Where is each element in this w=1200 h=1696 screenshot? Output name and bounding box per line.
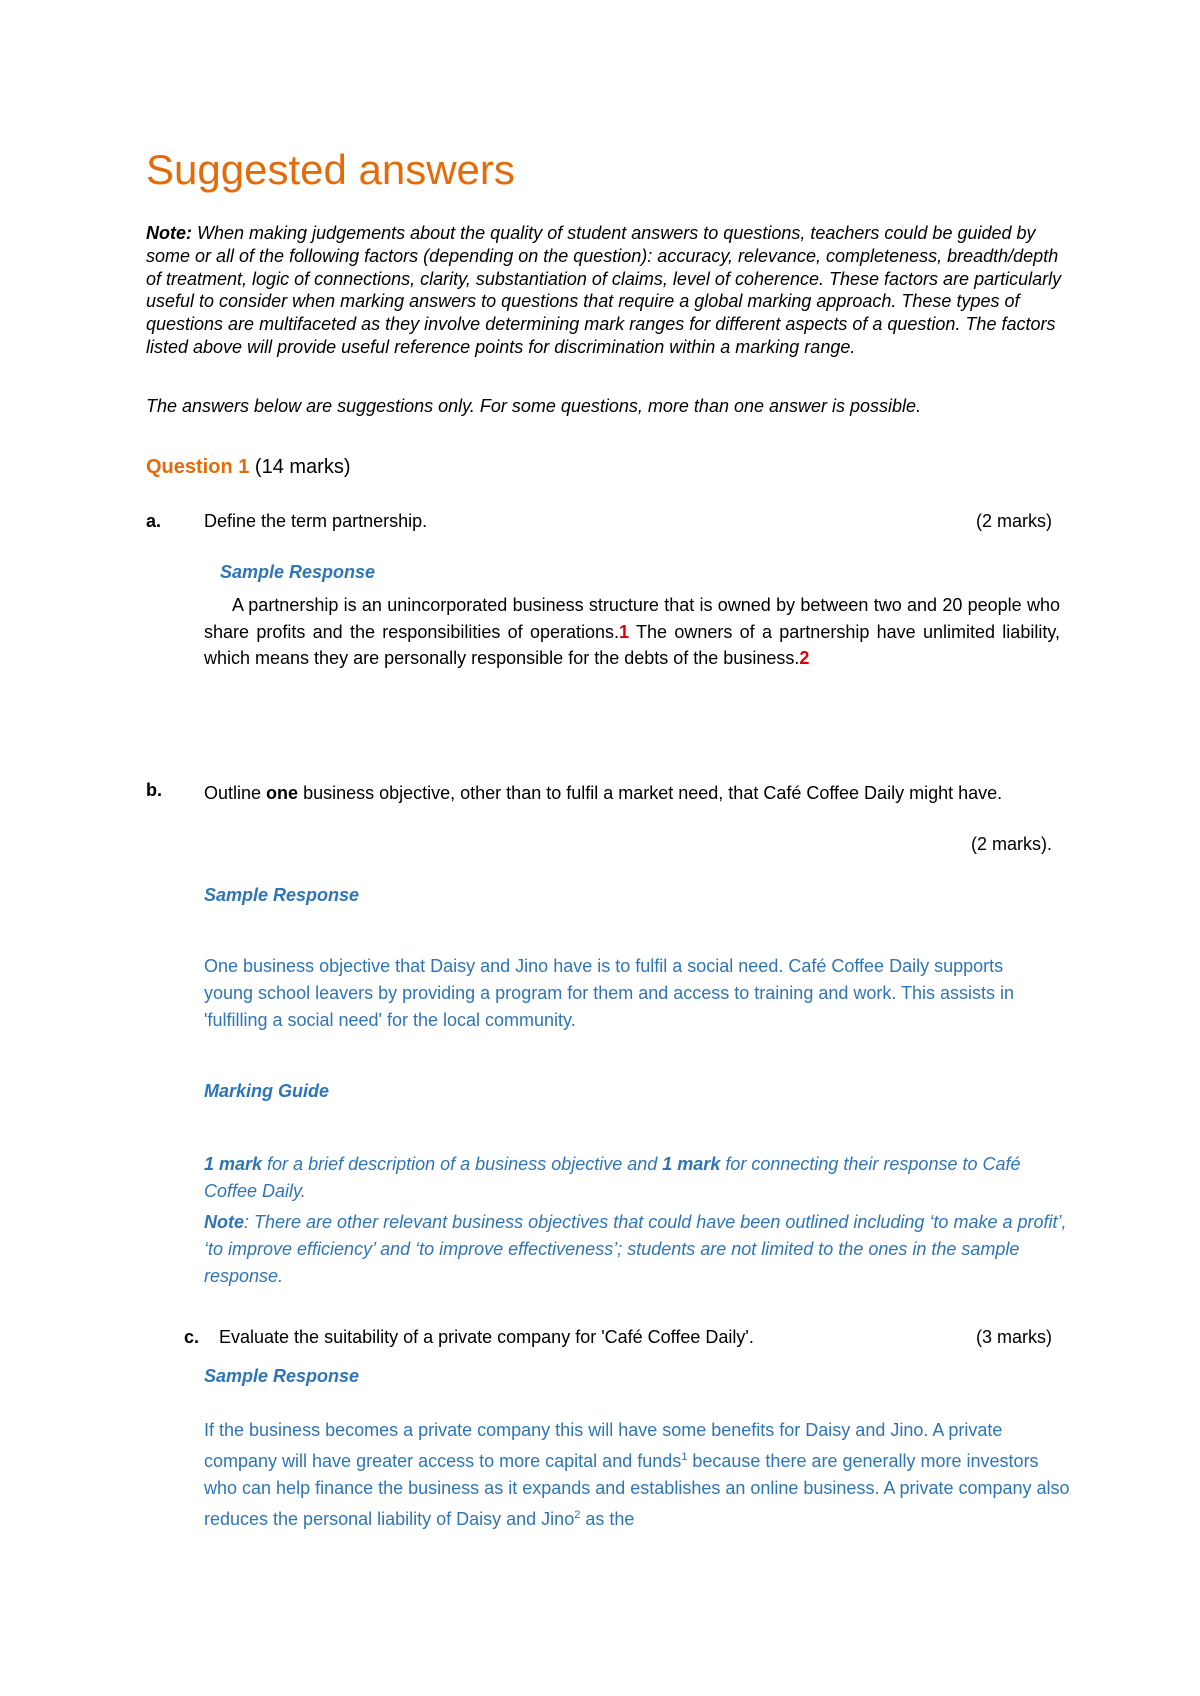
note-text: When making judgements about the quality of student answers to questions, teachers could be guided by some or all of the following factors (depending on the question): accuracy, relevance, completeness, breadth/depth of treatment, logic of connections, clarity, substantiation of claims, level of coherence. These factors are particularly useful to consider when marking answers to questions that require a global marking approach. These types of questions are multifaceted as they involve determining mark ranges for different aspects of a question. The factors listed above will provide useful reference points for discrimination within a marking range. — [146, 223, 1062, 357]
footnote-2: 2 — [574, 1509, 581, 1521]
part-b-marks: (2 marks). — [971, 834, 1052, 854]
guide-mark-2: 1 mark — [662, 1154, 721, 1174]
guide-text-2: for connecting their response to Café Coffee Daily. — [204, 1154, 1021, 1201]
part-a-response-text-1: A partnership is an unincorporated business structure that is owned by between two and 20 people who share profits and the responsibilities of operations. — [204, 595, 1060, 642]
note-paragraph — [146, 222, 1066, 359]
part-c-response-text-1: If the business becomes a private company this will have some benefits for Daisy and Jino. A private company will have greater access to more capital and funds — [204, 1420, 1003, 1471]
part-b-marking-note — [204, 1209, 1074, 1290]
part-b-question-bold: one — [266, 783, 299, 803]
guide-note-label: Note — [204, 1212, 244, 1232]
part-b-question — [204, 780, 1064, 807]
part-b-marking-guide — [204, 1151, 1074, 1205]
footnote-1: 1 — [681, 1451, 688, 1463]
mark-indicator-2: 2 — [799, 648, 810, 668]
guide-note-text: : There are other relevant business objectives that could have been outlined including ‘to make a profit’, ‘to improve efficiency’ and ‘to improve effectiveness’; students are not limited to the ones in the sample response. — [204, 1212, 1067, 1286]
part-c-question: Evaluate the suitability of a private company for 'Café Coffee Daily'. — [219, 1327, 754, 1347]
part-b-question-post: business objective, other than to fulfil a market need, that Café Coffee Daily might have. — [298, 783, 1003, 803]
part-c-response-text-2: because there are generally more investors who can help finance the business as it expands and establishes an online business. A private company also reduces the personal liability of Daisy and Jino — [204, 1451, 1070, 1529]
part-c-response — [204, 1417, 1074, 1533]
question-1-marks: (14 marks) — [249, 456, 351, 478]
question-1-label: Question 1 — [146, 456, 250, 478]
part-b-response: One business objective that Daisy and Jino have is to fulfil a social need. Café Coffee Daily supports young school leavers by providing a program for them and access to training and work. This assists in 'fulfilling a social need' for the local community. — [204, 956, 1015, 1030]
part-a-sample-heading: Sample Response — [220, 562, 376, 582]
mark-indicator-1: 1 — [619, 621, 630, 642]
question-1-heading — [146, 456, 350, 479]
part-a-response — [204, 592, 1060, 672]
part-b-letter: b. — [146, 780, 162, 800]
guide-text-1: for a brief description of a business objective and — [262, 1154, 663, 1174]
guide-mark-1: 1 mark — [204, 1154, 263, 1174]
part-b-sample-heading: Sample Response — [204, 885, 360, 905]
part-c-letter: c. — [184, 1327, 200, 1347]
part-c-sample-heading: Sample Response — [204, 1366, 360, 1386]
part-b-marking-heading: Marking Guide — [204, 1081, 330, 1101]
part-a-response-text-2: The owners of a partnership have unlimited liability, which means they are personally responsible for the debts of the business. — [204, 621, 1060, 668]
part-a-question: Define the term partnership. — [204, 511, 428, 531]
part-c-marks: (3 marks) — [976, 1327, 1052, 1347]
note-label: Note: — [146, 223, 192, 243]
part-c-response-text-3: as the — [580, 1509, 635, 1529]
part-b-question-pre: Outline — [204, 783, 267, 803]
part-a-marks: (2 marks) — [976, 511, 1052, 531]
page-title: Suggested answers — [146, 146, 515, 193]
part-a-letter: a. — [146, 511, 162, 531]
suggestions-note: The answers below are suggestions only. For some questions, more than one answer is possible. — [146, 396, 922, 416]
